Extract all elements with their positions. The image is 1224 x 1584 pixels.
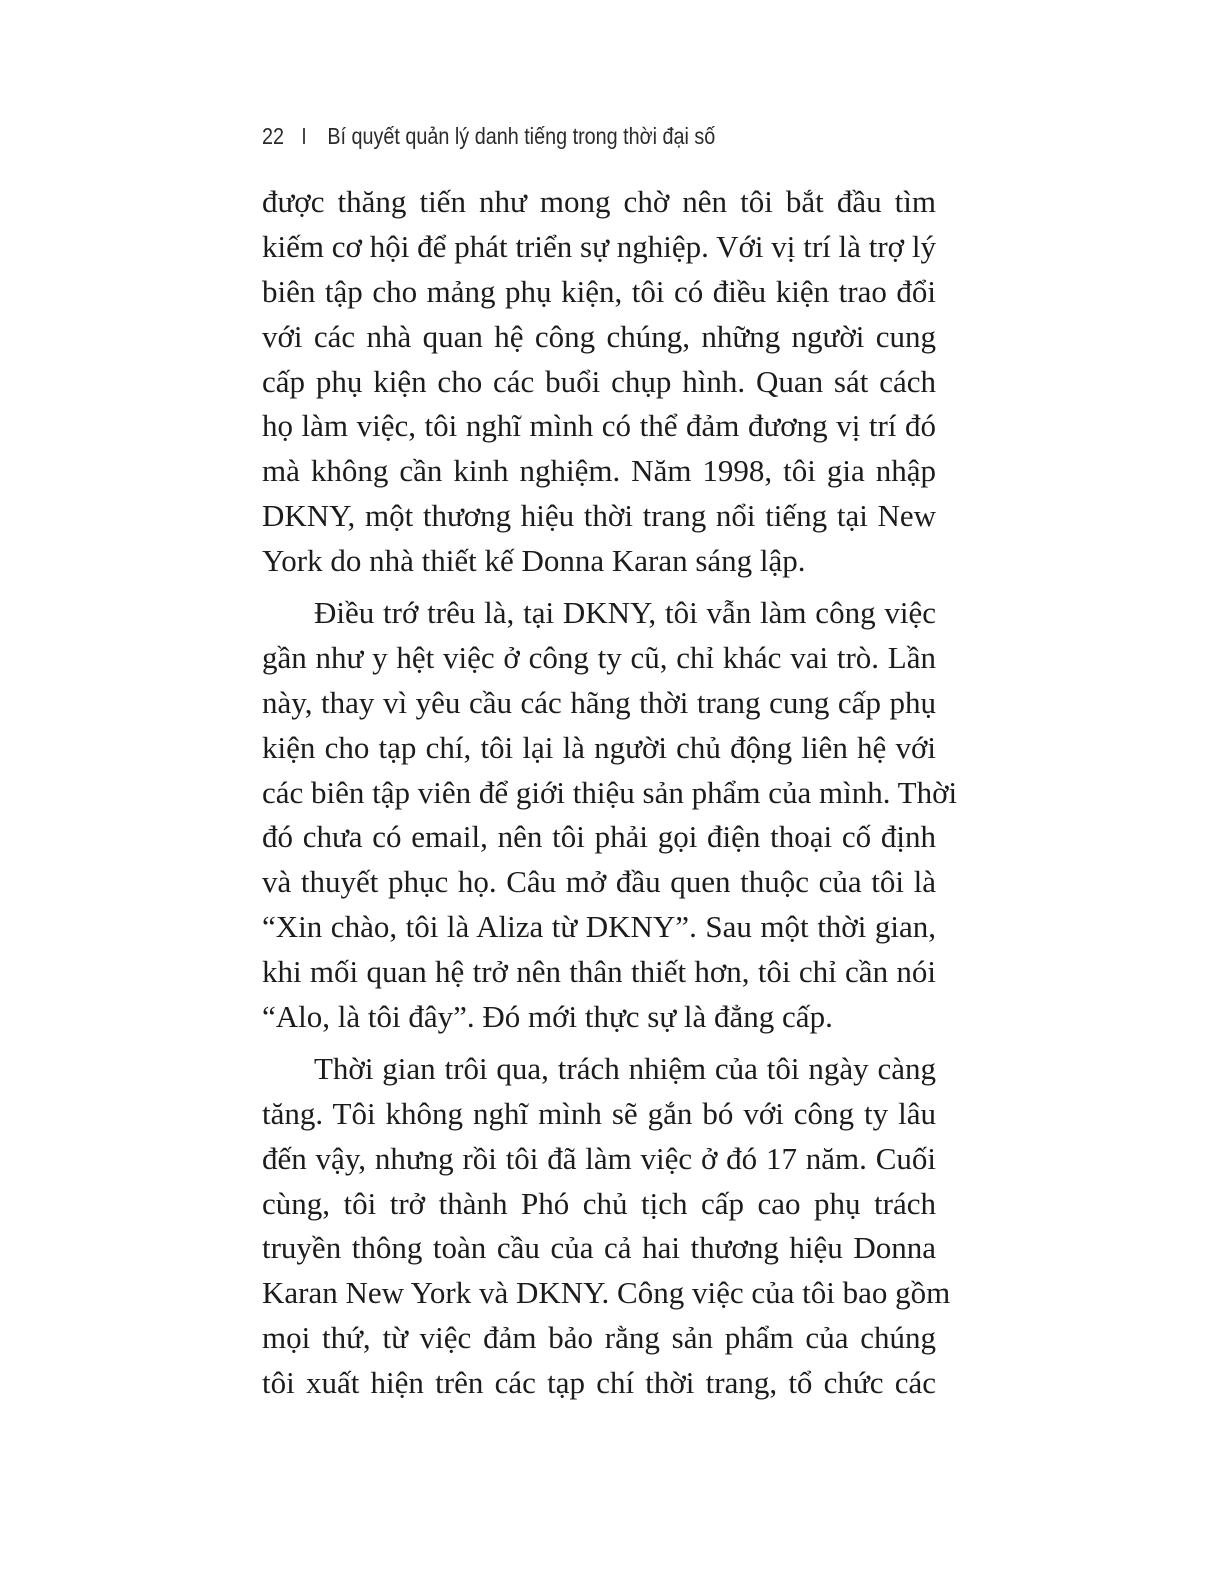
paragraph-2 (262, 591, 958, 1040)
text-line: cùng, tôi trở thành Phó chủ tịch cấp cao phụ trách (262, 1185, 936, 1221)
page-number: 22 (262, 123, 285, 149)
text-line: Karan New York và DKNY. Công việc của tôi bao gồm (262, 1275, 951, 1311)
text-line: York do nhà thiết kế Donna Karan sáng lập. (262, 543, 806, 579)
text-line: kiện cho tạp chí, tôi lại là người chủ động liên hệ với (262, 729, 936, 765)
header-separator: I (301, 123, 307, 149)
text-line: đến vậy, nhưng rồi tôi đã làm việc ở đó 17 năm. Cuối (262, 1140, 936, 1176)
body-text (262, 180, 958, 1406)
text-line: với các nhà quan hệ công chúng, những người cung (262, 318, 936, 354)
text-line: gần như y hệt việc ở công ty cũ, chỉ khác vai trò. Lần (262, 639, 936, 675)
text-line: các biên tập viên để giới thiệu sản phẩm của mình. Thời (262, 774, 958, 810)
text-line: đó chưa có email, nên tôi phải gọi điện thoại cố định (262, 819, 936, 855)
text-line: “Alo, là tôi đây”. Đó mới thực sự là đẳng cấp. (262, 999, 833, 1035)
text-line: truyền thông toàn cầu của cả hai thương hiệu Donna (262, 1230, 936, 1266)
text-line: khi mối quan hệ trở nên thân thiết hơn, tôi chỉ cần nói (262, 954, 936, 990)
text-line: Điều trớ trêu là, tại DKNY, tôi vẫn làm công việc (314, 595, 936, 631)
text-line: tăng. Tôi không nghĩ mình sẽ gắn bó với công ty lâu (262, 1095, 936, 1131)
text-line: DKNY, một thương hiệu thời trang nổi tiếng tại New (262, 498, 936, 534)
text-line: tôi xuất hiện trên các tạp chí thời trang, tổ chức các (262, 1365, 936, 1401)
text-line: và thuyết phục họ. Câu mở đầu quen thuộc của tôi là (262, 864, 936, 900)
paragraph-3 (262, 1047, 951, 1406)
text-line: “Xin chào, tôi là Aliza từ DKNY”. Sau một thời gian, (262, 909, 936, 945)
text-line: họ làm việc, tôi nghĩ mình có thể đảm đương vị trí đó (262, 408, 936, 444)
text-line: kiếm cơ hội để phát triển sự nghiệp. Với vị trí là trợ lý (262, 228, 936, 264)
text-line: cấp phụ kiện cho các buổi chụp hình. Quan sát cách (262, 363, 936, 399)
text-line: được thăng tiến như mong chờ nên tôi bắt đầu tìm (262, 184, 936, 219)
running-header (262, 116, 715, 156)
text-line: mọi thứ, từ việc đảm bảo rằng sản phẩm của chúng (262, 1320, 936, 1356)
paragraph-1 (262, 180, 936, 584)
text-line: Thời gian trôi qua, trách nhiệm của tôi ngày càng (314, 1050, 936, 1086)
book-title: Bí quyết quản lý danh tiếng trong thời đại số (327, 123, 716, 149)
text-line: này, thay vì yêu cầu các hãng thời trang cung cấp phụ (262, 684, 936, 720)
text-line: biên tập cho mảng phụ kiện, tôi có điều kiện trao đổi (262, 273, 936, 309)
text-line: mà không cần kinh nghiệm. Năm 1998, tôi gia nhập (262, 453, 936, 489)
